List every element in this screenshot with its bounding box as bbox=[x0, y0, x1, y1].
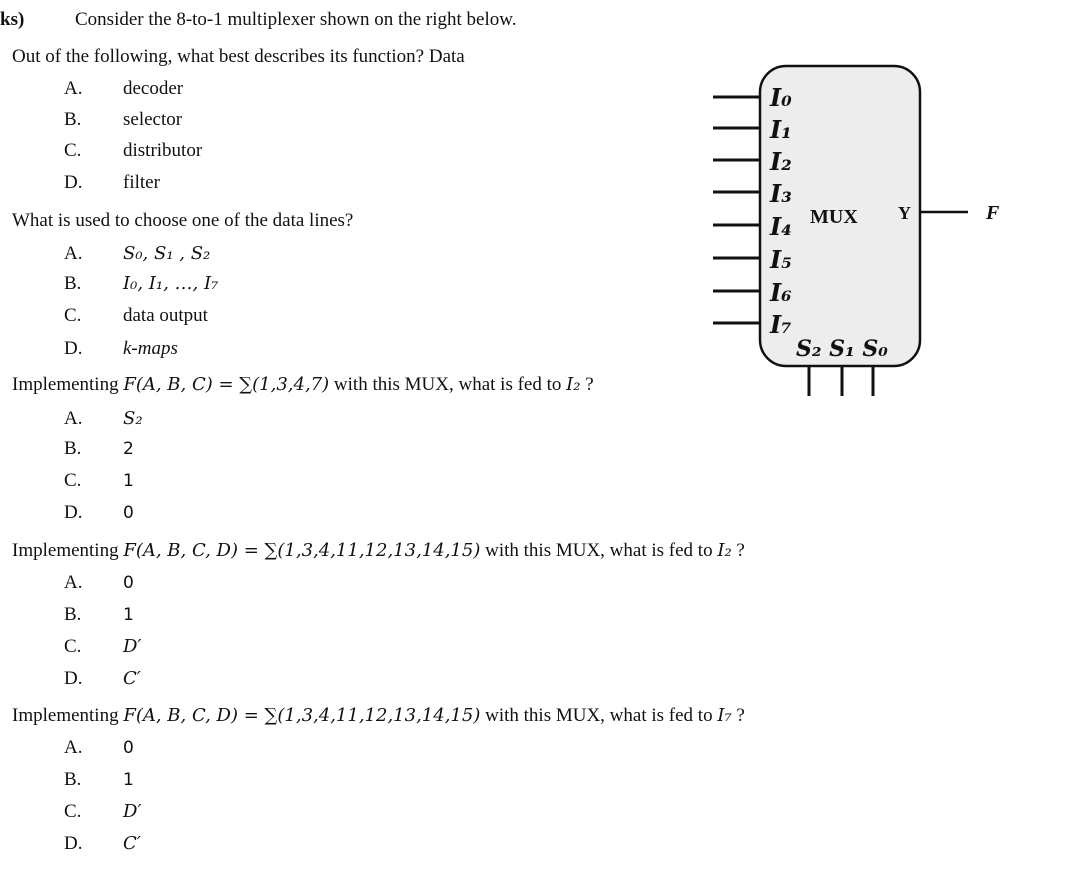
output-pin-label: Y bbox=[898, 203, 911, 223]
option-letter: C. bbox=[64, 140, 82, 161]
prompt-end: ? bbox=[731, 705, 745, 726]
option-text: C′ bbox=[123, 668, 141, 689]
option-letter: C. bbox=[64, 305, 82, 326]
prompt-math: F(A, B, C) = ∑(1,3,4,7) bbox=[123, 374, 330, 395]
option-text: 0 bbox=[123, 503, 134, 523]
option-text: D′ bbox=[123, 801, 142, 822]
prompt-target: I₂ bbox=[566, 374, 581, 395]
prompt-math: F(A, B, C, D) = ∑(1,3,4,11,12,13,14,15) bbox=[123, 705, 481, 726]
option-text: 1 bbox=[123, 770, 134, 790]
option-letter: C. bbox=[64, 636, 82, 657]
option-letter: A. bbox=[64, 572, 83, 593]
prompt-pre: Implementing bbox=[12, 374, 124, 395]
input-label-0: I₀ bbox=[770, 83, 792, 112]
option-text: decoder bbox=[123, 78, 184, 99]
option-letter: A. bbox=[64, 737, 83, 758]
option-letter: B. bbox=[64, 769, 82, 790]
option-text: S₀, S₁ , S₂ bbox=[123, 243, 211, 264]
select-labels: S₂ S₁ S₀ bbox=[796, 336, 888, 362]
option-letter: D. bbox=[64, 172, 83, 193]
input-label-7: I₇ bbox=[770, 310, 792, 339]
marks-fragment: ks) bbox=[0, 9, 25, 30]
option-text: I₀, I₁, …, I₇ bbox=[123, 273, 219, 294]
prompt-target: I₇ bbox=[717, 705, 732, 726]
prompt-post: with this MUX, what is fed to bbox=[480, 540, 718, 561]
option-text: selector bbox=[123, 109, 183, 130]
input-label-3: I₃ bbox=[770, 179, 792, 208]
option-letter: A. bbox=[64, 78, 83, 99]
prompt-target: I₂ bbox=[717, 540, 732, 561]
option-letter: B. bbox=[64, 438, 82, 459]
option-letter: B. bbox=[64, 273, 82, 294]
question-2-prompt: What is used to choose one of the data lines? bbox=[12, 210, 354, 231]
option-text: k-maps bbox=[123, 338, 178, 359]
option-letter: A. bbox=[64, 243, 83, 264]
option-letter: A. bbox=[64, 408, 83, 429]
prompt-pre: Implementing bbox=[12, 705, 124, 726]
option-letter: B. bbox=[64, 109, 82, 130]
question-1-prompt: Out of the following, what best describes its function? Data bbox=[12, 46, 465, 67]
option-text: D′ bbox=[123, 636, 142, 657]
prompt-end: ? bbox=[731, 540, 745, 561]
option-letter: D. bbox=[64, 833, 83, 854]
option-text: C′ bbox=[123, 833, 141, 854]
prompt-post: with this MUX, what is fed to bbox=[329, 374, 567, 395]
mux-label: MUX bbox=[810, 206, 858, 228]
option-text: S₂ bbox=[123, 408, 143, 429]
intro-text: Consider the 8-to-1 multiplexer shown on the right below. bbox=[75, 9, 517, 30]
prompt-math: F(A, B, C, D) = ∑(1,3,4,11,12,13,14,15) bbox=[123, 540, 481, 561]
option-text: 1 bbox=[123, 605, 134, 625]
option-text: 0 bbox=[123, 573, 134, 593]
option-text: 1 bbox=[123, 471, 134, 491]
input-label-1: I₁ bbox=[770, 115, 792, 144]
option-letter: C. bbox=[64, 801, 82, 822]
prompt-post: with this MUX, what is fed to bbox=[480, 705, 718, 726]
option-letter: C. bbox=[64, 470, 82, 491]
option-text: data output bbox=[123, 305, 208, 326]
option-text: 0 bbox=[123, 738, 134, 758]
option-letter: D. bbox=[64, 668, 83, 689]
option-text: distributor bbox=[123, 140, 203, 161]
input-label-2: I₂ bbox=[770, 147, 792, 176]
option-letter: D. bbox=[64, 502, 83, 523]
option-letter: D. bbox=[64, 338, 83, 359]
prompt-pre: Implementing bbox=[12, 540, 124, 561]
input-label-4: I₄ bbox=[770, 212, 792, 241]
output-signal-label: F bbox=[986, 202, 1000, 224]
prompt-end: ? bbox=[580, 374, 594, 395]
input-label-5: I₅ bbox=[770, 245, 792, 274]
input-label-6: I₆ bbox=[770, 278, 792, 307]
option-letter: B. bbox=[64, 604, 82, 625]
option-text: 2 bbox=[123, 439, 134, 459]
option-text: filter bbox=[123, 172, 160, 193]
